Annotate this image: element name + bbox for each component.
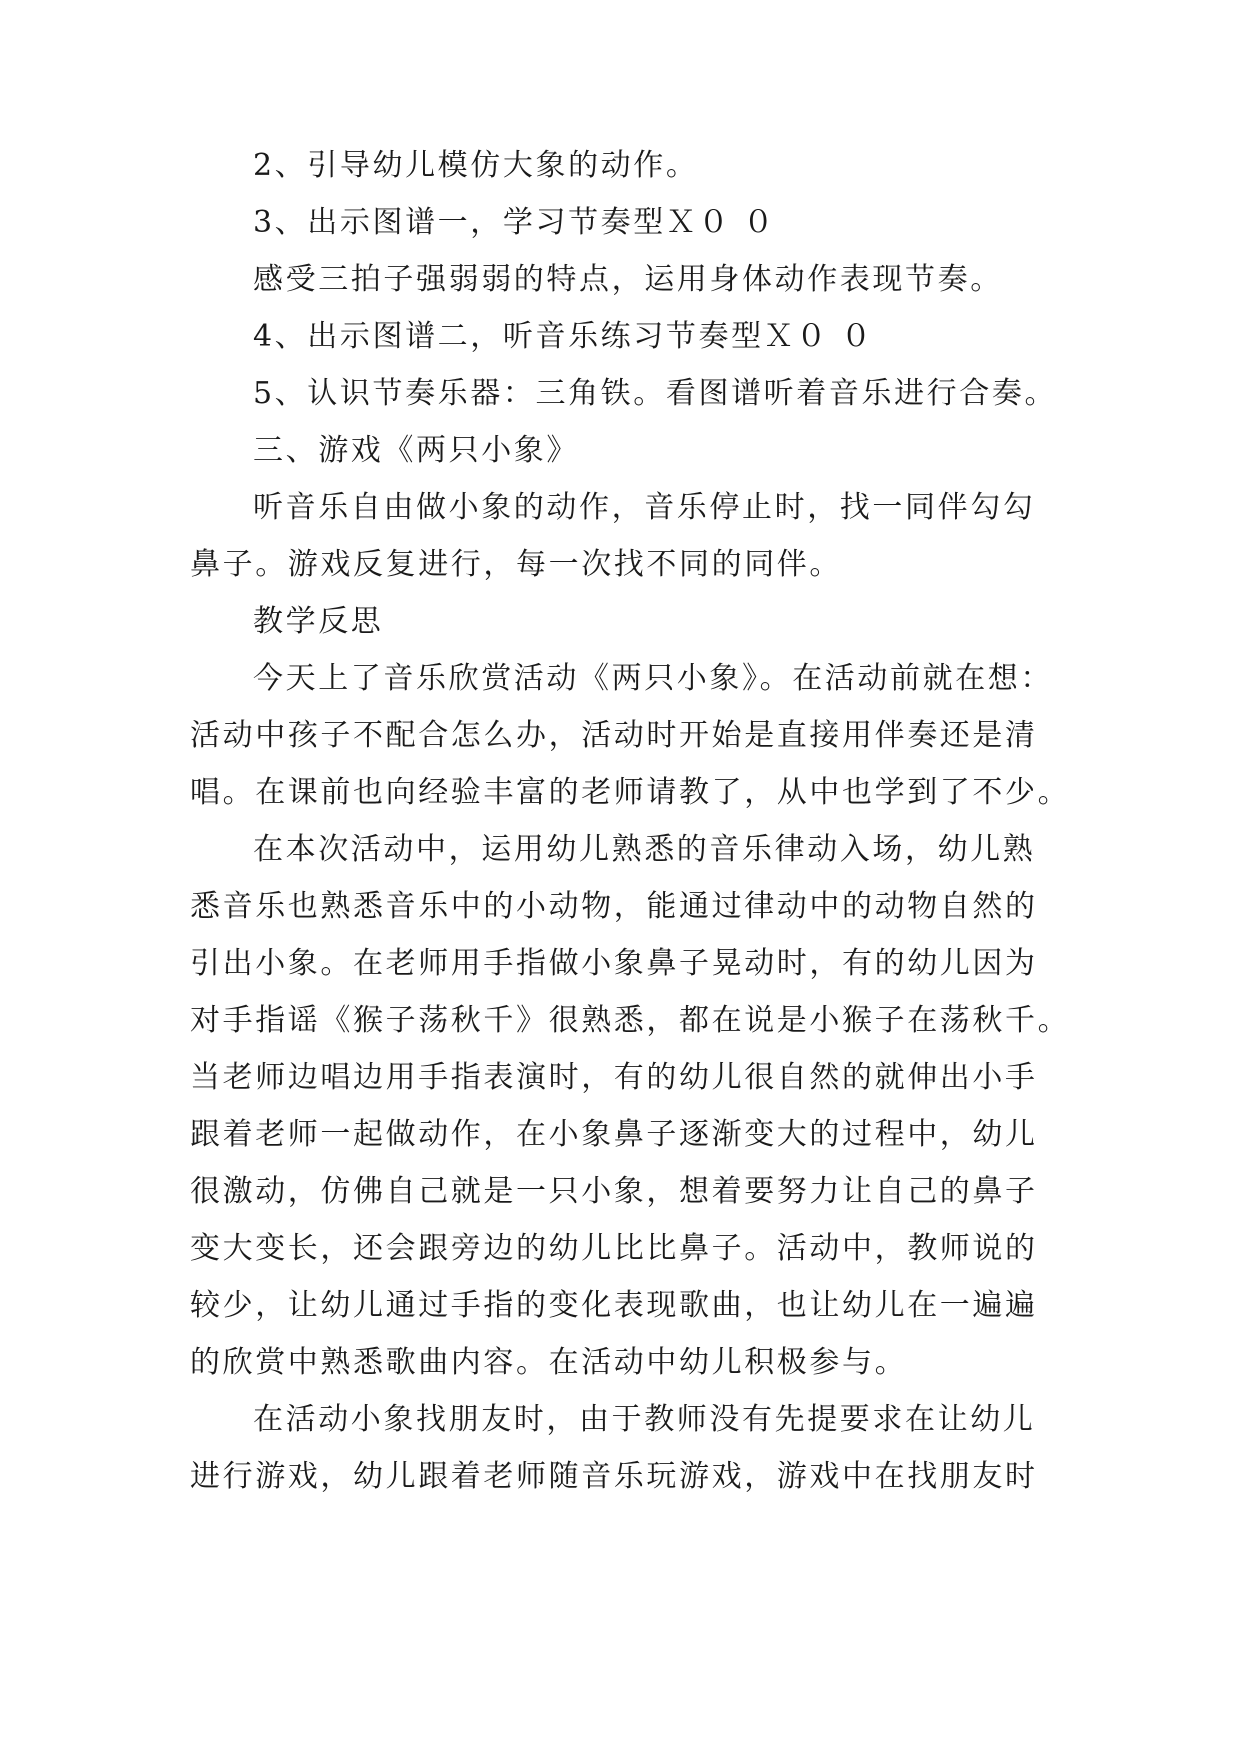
section-heading-reflection: 教学反思 — [253, 604, 384, 639]
list-item-step-4: 4、出示图谱二，听音乐练习节奏型Ｘ０ ０ — [253, 319, 874, 354]
paragraph-line: 感受三拍子强弱弱的特点，运用身体动作表现节奏。 — [253, 262, 1003, 297]
paragraph-line: 变大变长，还会跟旁边的幼儿比比鼻子。活动中，教师说的 — [190, 1231, 1038, 1266]
paragraph-line: 较少，让幼儿通过手指的变化表现歌曲，也让幼儿在一遍遍 — [190, 1288, 1038, 1323]
list-item-step-5: 5、认识节奏乐器：三角铁。看图谱听着音乐进行合奏。 — [253, 376, 1058, 411]
paragraph-line: 的欣赏中熟悉歌曲内容。在活动中幼儿积极参与。 — [190, 1345, 908, 1380]
paragraph-line: 今天上了音乐欣赏活动《两只小象》。在活动前就在想： — [253, 661, 1053, 696]
paragraph-line: 听音乐自由做小象的动作，音乐停止时，找一同伴勾勾 — [253, 490, 1036, 525]
paragraph-line: 当老师边唱边用手指表演时，有的幼儿很自然的就伸出小手 — [190, 1060, 1038, 1095]
paragraph-line: 对手指谣《猴子荡秋千》很熟悉，都在说是小猴子在荡秋千。 — [190, 1003, 1071, 1038]
list-item-step-3: 3、出示图谱一，学习节奏型Ｘ０ ０ — [253, 205, 776, 240]
paragraph-line: 跟着老师一起做动作，在小象鼻子逐渐变大的过程中，幼儿 — [190, 1117, 1038, 1152]
section-heading-game: 三、游戏《两只小象》 — [253, 433, 579, 468]
paragraph-line: 引出小象。在老师用手指做小象鼻子晃动时，有的幼儿因为 — [190, 946, 1038, 981]
paragraph-line: 悉音乐也熟悉音乐中的小动物，能通过律动中的动物自然的 — [190, 889, 1038, 924]
paragraph-line: 鼻子。游戏反复进行，每一次找不同的同伴。 — [190, 547, 842, 582]
list-item-step-2: 2、引导幼儿模仿大象的动作。 — [253, 148, 699, 183]
paragraph-line: 进行游戏，幼儿跟着老师随音乐玩游戏，游戏中在找朋友时 — [190, 1459, 1038, 1494]
paragraph-line: 在活动小象找朋友时，由于教师没有先提要求在让幼儿 — [253, 1402, 1036, 1437]
paragraph-line: 在本次活动中，运用幼儿熟悉的音乐律动入场，幼儿熟 — [253, 832, 1036, 867]
paragraph-line: 唱。在课前也向经验丰富的老师请教了，从中也学到了不少。 — [190, 775, 1071, 810]
paragraph-line: 很激动，仿佛自己就是一只小象，想着要努力让自己的鼻子 — [190, 1174, 1038, 1209]
paragraph-line: 活动中孩子不配合怎么办，活动时开始是直接用伴奏还是清 — [190, 718, 1038, 753]
